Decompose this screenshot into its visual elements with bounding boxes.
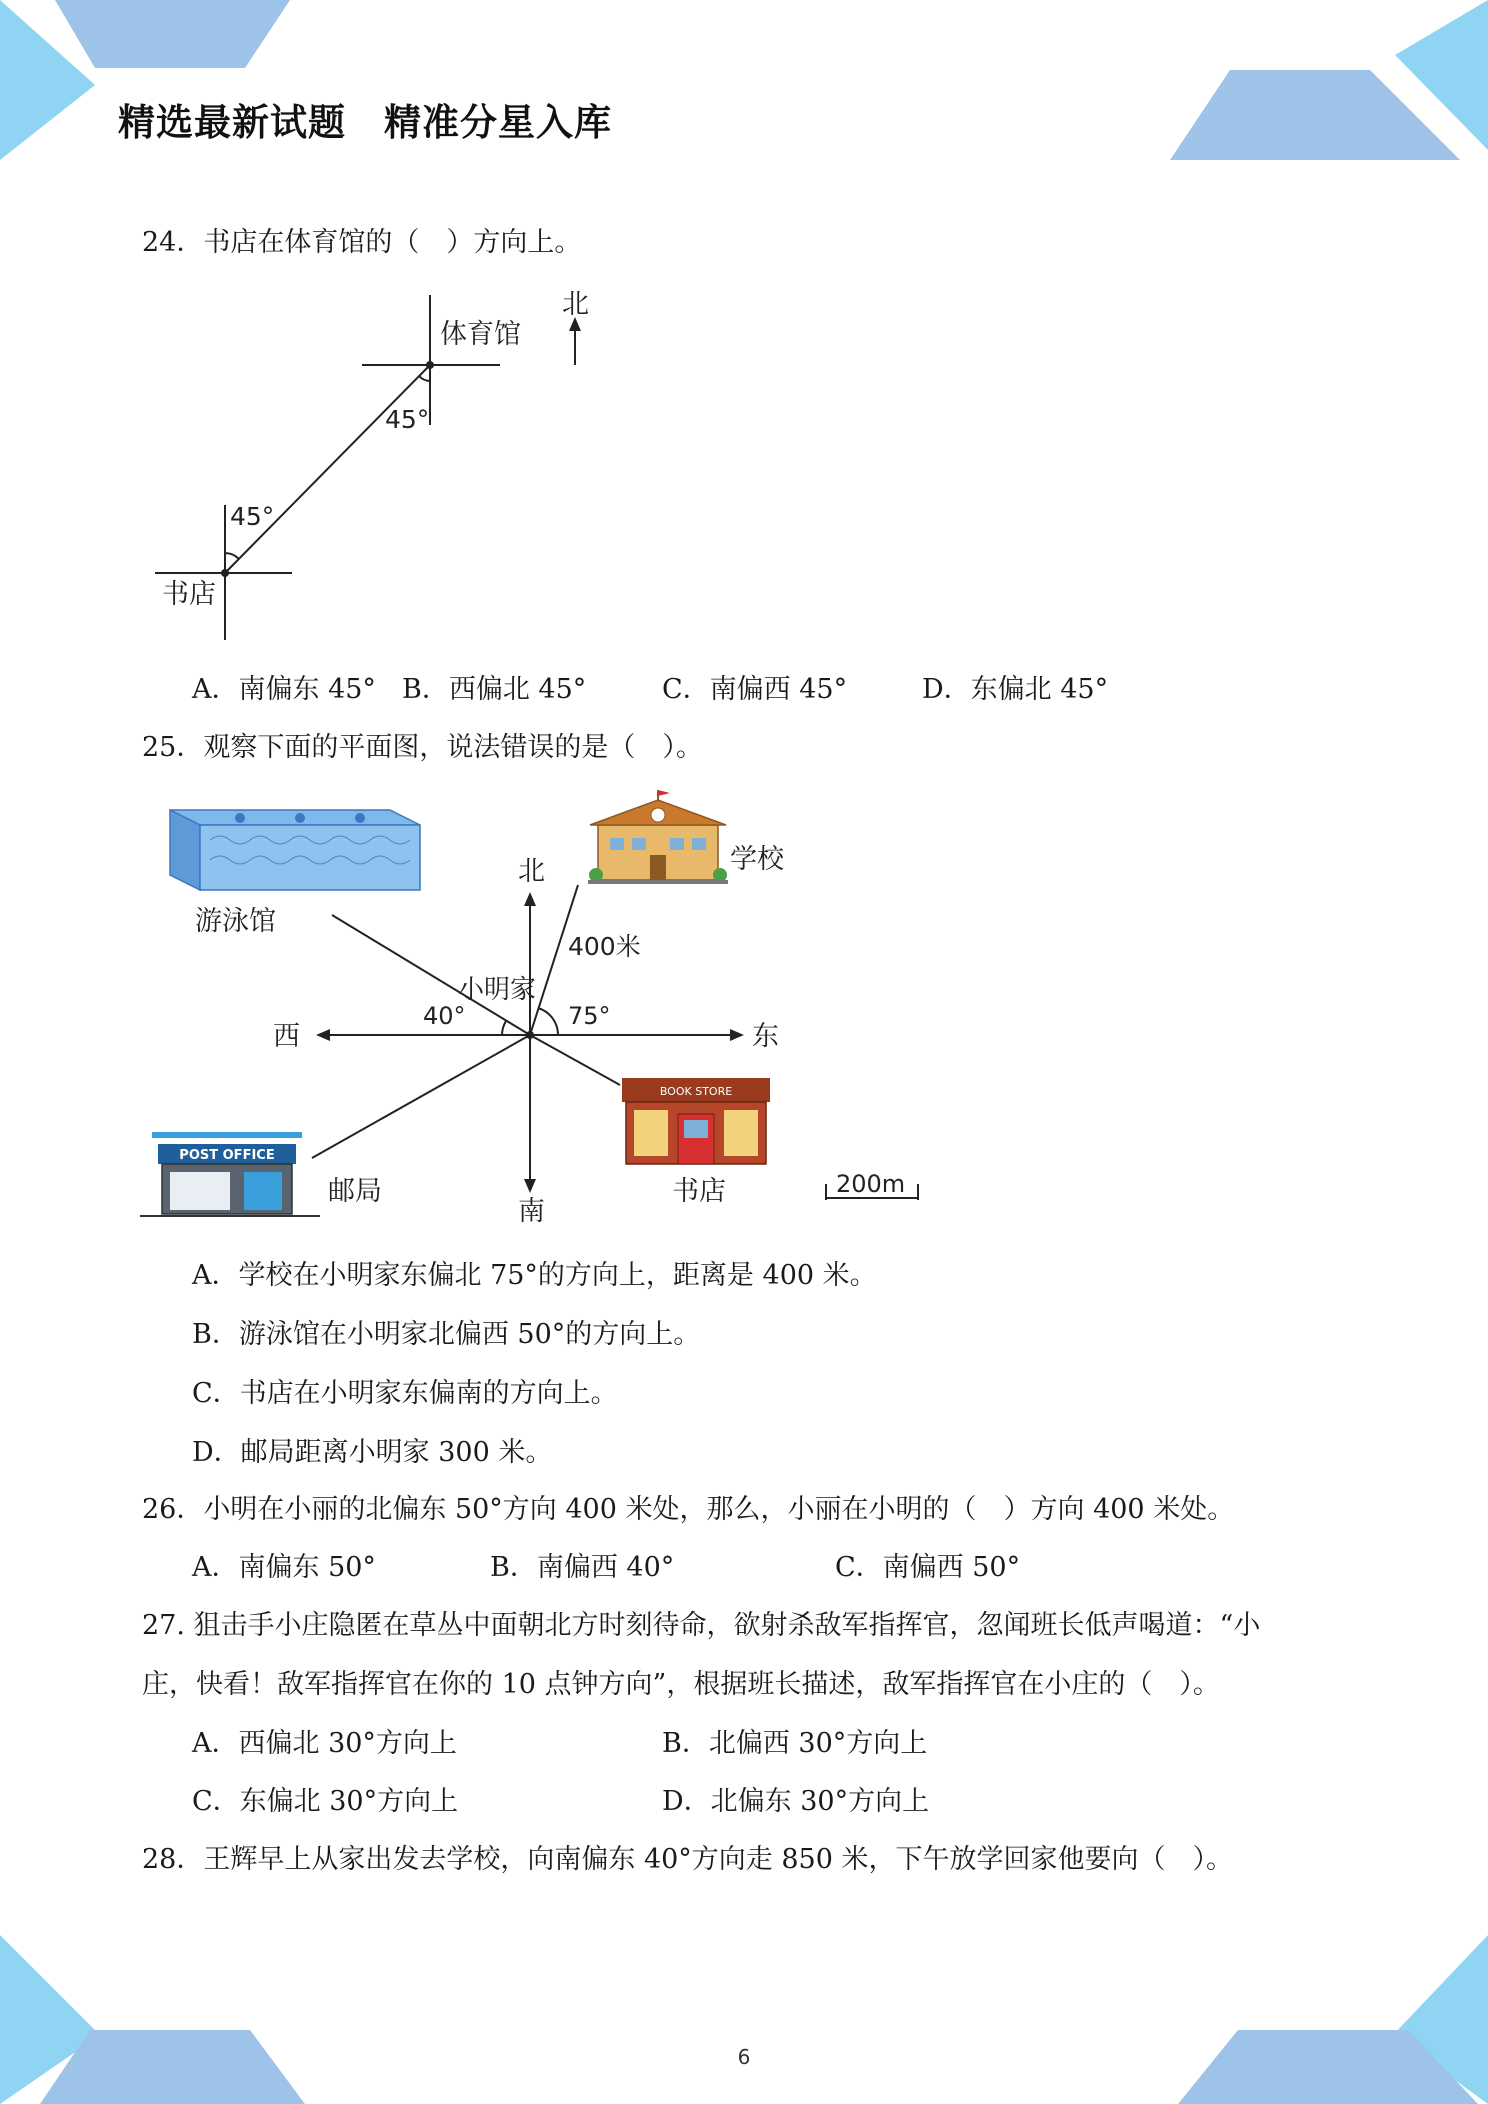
q25-option-b[interactable]: B．游泳馆在小明家北偏西 50°的方向上。 — [192, 1319, 701, 1350]
angle-label-top: 45° — [385, 405, 430, 434]
q25-option-c[interactable]: C．书店在小明家东偏南的方向上。 — [192, 1378, 618, 1409]
header-title: 精选最新试题 精准分星入库 — [118, 101, 612, 144]
bookstore-label: 书店 — [162, 579, 216, 610]
q25-option-a[interactable]: A．学校在小明家东偏北 75°的方向上，距离是 400 米。 — [192, 1260, 877, 1291]
question-24-diagram — [140, 285, 620, 645]
question-25-stem: 25．观察下面的平面图，说法错误的是（ ）。 — [142, 732, 703, 763]
page-number: 6 — [737, 2045, 751, 2069]
school-label: 学校 — [730, 844, 784, 875]
q26-option-a[interactable]: A．南偏东 50° — [192, 1552, 376, 1583]
top-right-decoration — [1170, 0, 1488, 165]
question-24-stem: 24．书店在体育馆的（ ）方向上。 — [142, 227, 582, 258]
map-south-label: 南 — [518, 1196, 545, 1227]
bottom-right-decoration — [1178, 1935, 1488, 2104]
map-west-label: 西 — [273, 1021, 300, 1052]
q27-option-b[interactable]: B．北偏西 30°方向上 — [662, 1728, 928, 1759]
bookstore-map-label: 书店 — [672, 1176, 726, 1207]
question-25-map — [140, 780, 940, 1240]
post-office-label: 邮局 — [328, 1176, 382, 1207]
q27-option-c[interactable]: C．东偏北 30°方向上 — [192, 1786, 459, 1817]
angle-label-bottom: 45° — [230, 502, 275, 531]
question-27-stem-line2: 庄，快看！敌军指挥官在你的 10 点钟方向”，根据班长描述，敌军指挥官在小庄的（ ）。 — [142, 1669, 1220, 1700]
swimming-pool-icon — [170, 810, 420, 890]
q24-option-a[interactable]: A．南偏东 45° — [192, 674, 376, 705]
angle-right-label: 75° — [568, 1002, 611, 1030]
q24-option-b[interactable]: B．西偏北 45° — [402, 674, 587, 705]
pool-label: 游泳馆 — [195, 906, 276, 937]
scale-label: 200m — [836, 1170, 906, 1198]
center-label: 小明家 — [458, 975, 537, 1005]
q27-option-d[interactable]: D．北偏东 30°方向上 — [662, 1786, 930, 1817]
distance-label: 400米 — [568, 932, 641, 961]
bookstore-icon — [622, 1078, 770, 1164]
question-26-stem: 26．小明在小丽的北偏东 50°方向 400 米处，那么，小丽在小明的（ ）方向 400 米处。 — [142, 1494, 1235, 1525]
gym-label: 体育馆 — [440, 319, 521, 350]
q26-option-c[interactable]: C．南偏西 50° — [835, 1552, 1021, 1583]
q24-option-c[interactable]: C．南偏西 45° — [662, 674, 848, 705]
question-27-stem-line1: 27. 狙击手小庄隐匿在草丛中面朝北方时刻待命，欲射杀敌军指挥官，忽闻班长低声喝道：“小 — [142, 1610, 1261, 1641]
q27-option-a[interactable]: A．西偏北 30°方向上 — [192, 1728, 457, 1759]
school-icon — [588, 790, 728, 884]
post-office-icon — [140, 1132, 320, 1216]
post-office-sign: POST OFFICE — [179, 1148, 275, 1163]
map-north-label: 北 — [518, 856, 545, 887]
angle-left-label: 40° — [423, 1002, 466, 1030]
book-store-sign: BOOK STORE — [659, 1085, 733, 1098]
question-28-stem: 28．王辉早上从家出发去学校，向南偏东 40°方向走 850 米，下午放学回家他要向（ ）。 — [142, 1844, 1233, 1875]
north-label: 北 — [562, 289, 589, 320]
map-east-label: 东 — [752, 1021, 779, 1052]
q25-option-d[interactable]: D．邮局距离小明家 300 米。 — [192, 1437, 553, 1468]
bottom-left-decoration — [0, 1935, 310, 2104]
q24-option-d[interactable]: D．东偏北 45° — [922, 674, 1109, 705]
q26-option-b[interactable]: B．南偏西 40° — [490, 1552, 675, 1583]
